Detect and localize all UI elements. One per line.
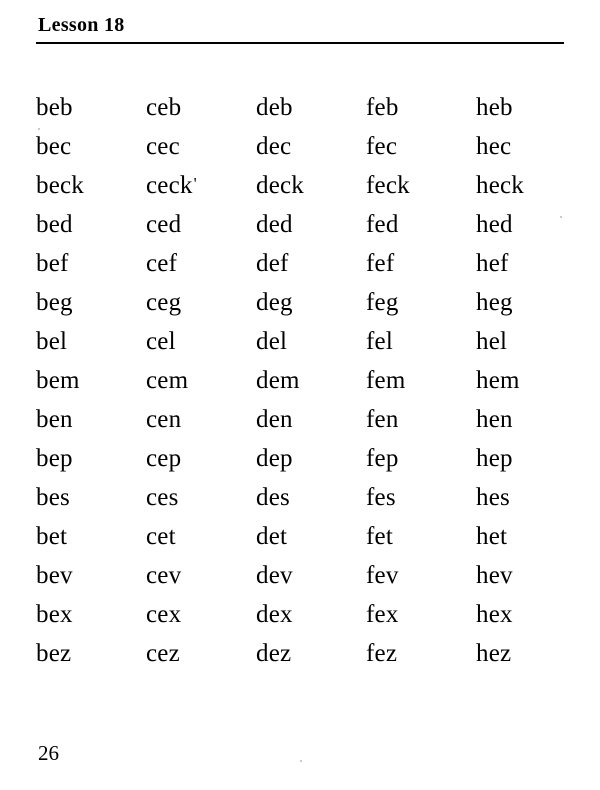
word-cell: bec — [36, 133, 72, 160]
word-cell: bex — [36, 601, 73, 628]
word-cell: hep — [476, 445, 513, 472]
word-cell: dev — [256, 562, 293, 589]
word-cell: cem — [146, 367, 189, 394]
word-cell: hex — [476, 601, 513, 628]
word-cell: hen — [476, 406, 513, 433]
word-cell: feb — [366, 94, 399, 121]
word-cell: bez — [36, 640, 72, 667]
word-cell: fev — [366, 562, 399, 589]
word-cell: cef — [146, 250, 178, 277]
word-cell: cet — [146, 523, 176, 550]
word-cell: bes — [36, 484, 70, 511]
word-cell: des — [256, 484, 290, 511]
word-cell: cel — [146, 328, 176, 355]
word-cell: dez — [256, 640, 292, 667]
word-cell: beck — [36, 172, 84, 199]
word-cell: fem — [366, 367, 406, 394]
word-cell: dep — [256, 445, 293, 472]
word-cell: deb — [256, 94, 293, 121]
word-cell: fep — [366, 445, 399, 472]
word-cell: cep — [146, 445, 182, 472]
word-cell: hed — [476, 211, 513, 238]
word-cell: fen — [366, 406, 399, 433]
word-cell: bev — [36, 562, 73, 589]
word-cell: beg — [36, 289, 73, 316]
word-cell: fez — [366, 640, 398, 667]
word-cell: bef — [36, 250, 69, 277]
word-cell: fet — [366, 523, 393, 550]
page-title: Lesson 18 — [38, 14, 125, 36]
lesson-header — [36, 14, 564, 44]
word-cell: cex — [146, 601, 182, 628]
word-cell: ceb — [146, 94, 182, 121]
word-cell: bel — [36, 328, 68, 355]
word-cell: hec — [476, 133, 512, 160]
word-cell: dex — [256, 601, 293, 628]
word-cell: ded — [256, 211, 293, 238]
word-cell: fec — [366, 133, 398, 160]
word-cell: bem — [36, 367, 80, 394]
word-cell: cec — [146, 133, 180, 160]
word-cell: ced — [146, 211, 182, 238]
word-cell: bet — [36, 523, 68, 550]
word-cell: deck — [256, 172, 304, 199]
word-cell: feg — [366, 289, 399, 316]
word-cell: den — [256, 406, 293, 433]
word-cell: hem — [476, 367, 520, 394]
word-cell: del — [256, 328, 288, 355]
word-cell: dem — [256, 367, 300, 394]
paper-speck — [300, 760, 302, 762]
page-number: 26 — [38, 741, 59, 765]
word-cell: fed — [366, 211, 399, 238]
word-cell: fex — [366, 601, 399, 628]
word-cell: deg — [256, 289, 293, 316]
word-cell: ben — [36, 406, 73, 433]
word-cell: het — [476, 523, 508, 550]
paper-speck — [560, 216, 562, 218]
header-divider — [36, 42, 564, 44]
word-cell: cez — [146, 640, 180, 667]
word-cell: hez — [476, 640, 512, 667]
word-cell: cen — [146, 406, 182, 433]
word-cell: heg — [476, 289, 513, 316]
word-cell: det — [256, 523, 288, 550]
word-cell: fef — [366, 250, 395, 277]
word-cell: hes — [476, 484, 510, 511]
word-cell: hel — [476, 328, 508, 355]
word-cell: bep — [36, 445, 73, 472]
word-cell: beb — [36, 94, 73, 121]
word-cell: hev — [476, 562, 513, 589]
word-cell: cev — [146, 562, 182, 589]
word-list-grid — [36, 88, 564, 673]
word-cell: ceg — [146, 289, 182, 316]
word-cell: ces — [146, 484, 179, 511]
paper-speck — [38, 128, 40, 130]
word-cell: hef — [476, 250, 509, 277]
word-cell: ceck ' — [146, 166, 256, 207]
word-cell: heck — [476, 172, 524, 199]
word-cell: feck — [366, 172, 410, 199]
word-cell: heb — [476, 94, 513, 121]
word-cell: def — [256, 250, 289, 277]
word-cell: dec — [256, 133, 292, 160]
word-cell: fes — [366, 484, 396, 511]
word-cell: fel — [366, 328, 393, 355]
word-cell: bed — [36, 211, 73, 238]
